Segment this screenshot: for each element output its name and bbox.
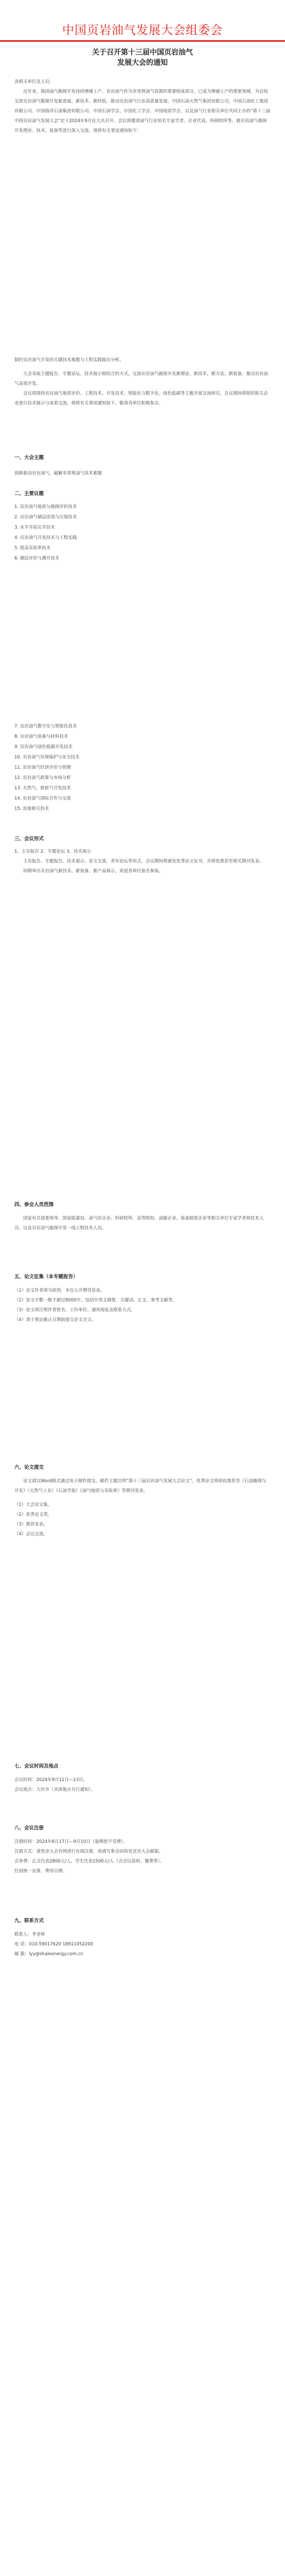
paper-requirements xyxy=(14,1286,271,1325)
section-contacts xyxy=(14,1917,271,1959)
section-note: 同期举办页岩油气新技术、新装备、新产品展示，欢迎各单位报名参展。 xyxy=(23,869,164,874)
list-item: （1）论文作者须为原创，未在公开期刊发表。 xyxy=(14,1288,105,1293)
list-item: 3. 水平井钻完井技术 xyxy=(14,525,55,530)
list-item: 9. 页岩油气绿色低碳开发技术 xyxy=(14,744,73,750)
contact-name: 联系人：李老师 xyxy=(14,1932,45,1937)
list-item: 7. 页岩油气数字化与智能化技术 xyxy=(14,724,77,729)
list-item: （1）大会论文集。 xyxy=(14,1502,52,1507)
section-time-place xyxy=(14,1762,271,1795)
list-item: 11. 页岩油气经济评价与管理 xyxy=(14,765,71,770)
list-item: （2）论文字数一般不超过8000字，包括中英文摘要、关键词、正文、参考文献等。 xyxy=(14,1298,177,1303)
section-heading: 四、参会人员范围 xyxy=(14,1202,54,1208)
list-item: 会议时间：2024年9月11日—13日。 xyxy=(14,1777,88,1783)
section-body: 创新驱动页岩油气，破解非常规油气技术难题 xyxy=(14,471,102,476)
list-item: 6. 储层评价与测井技术 xyxy=(14,556,60,561)
banner-image xyxy=(5,201,280,325)
section-registration xyxy=(14,1824,271,1876)
list-item: （4）会议交流。 xyxy=(14,1532,48,1537)
intro-block xyxy=(14,77,271,136)
list-item: 10. 页岩油气环境保护与安全技术 xyxy=(14,755,80,760)
list-item: （2）优秀论文奖。 xyxy=(14,1512,52,1517)
section-body: 主旨报告、专题报告、技术展示、论文交流、青年论坛等形式。会议期间将颁发优秀论文证书，并择优推荐至相关期刊发表。 xyxy=(23,859,264,864)
section-theme xyxy=(14,453,271,479)
section-heading: 六、论文提交 xyxy=(14,1465,44,1470)
list-item: 2. 页岩油气储层改造与压裂技术 xyxy=(14,515,77,520)
notice-title-line-1: 关于召开第十三届中国页岩油气 xyxy=(92,48,193,57)
section-heading: 八、会议注册 xyxy=(14,1825,44,1831)
list-item: 4. 页岩油气开发技术与工程实践 xyxy=(14,535,77,540)
section-heading: 七、会议时间及地点 xyxy=(14,1764,59,1769)
section-attendees xyxy=(14,1200,271,1233)
list-item: 注册时间：2024年6月17日—9月10日（逾期恕不受理）。 xyxy=(14,1839,128,1844)
list-item: 14. 页岩油气国际合作与交流 xyxy=(14,796,71,801)
intro-paragraph: 近年来，我国油气勘探开发持续增储上产，页岩油气作为非常规油气资源的重要组成部分，已成为增储上产的重要领域。为总结交流页岩油气勘探开发新进展、新技术、新经验，推动页岩油气行业高质量发展，中国石油天然气集团有限公司、中国石油化工集团有限公司、中国海洋石油集团有限公司、中国石油学会、中国化工学会、中国地质学会，以及油气行业相关单位共同主办的“第十三届中国页岩油气发展大会”定于2024年9月在大庆召开。会议将邀请油气行业知名专家学者、企业代表、科研院所等，就页岩油气勘探开发理论、技术、装备等进行深入交流。现将有关事宜通知如下： xyxy=(14,89,271,133)
venue-image xyxy=(5,1597,280,1741)
list-item: 会务费：正式代表2800元/人，学生代表1500元/人（含会议资料、餐费等）。 xyxy=(14,1859,165,1864)
contact-phone: 电 话：010-59017620 18911052200 xyxy=(14,1942,93,1947)
mid-intro-paragraph-2: 会议将围绕页岩油气地质评价、工程技术、开发技术、智能化与数字化、绿色低碳等主题开展交流研讨，会议期间将组织相关企业进行技术展示与成果交流。现将有关事项通知如下，敬请各单位积极参会。 xyxy=(14,391,269,406)
section-heading: 五、论文征集（本专题报告） xyxy=(14,1274,78,1280)
org-title: 中国页岩油气发展大会组委会 xyxy=(62,24,223,37)
mid-intro-paragraph-1: 大会采取主题报告、专题论坛、技术展示相结合的方式，交流页岩油气勘探开发新理论、新技术、新方法、新装备，推动页岩油气高效开发。 xyxy=(14,371,269,386)
section-heading: 二、主要议题 xyxy=(14,491,44,497)
list-item: 5. 提高采收率技术 xyxy=(14,546,51,551)
salutation: 各相关单位及人员： xyxy=(14,79,54,84)
section-body: 国家有关部委领导、国家能源局、油气田企业、科研院所、高等院校、油服企业、装备制造企业等相关单位专家学者和技术人员，以及页岩油气勘探开发一线工程技术人员。 xyxy=(14,1216,264,1231)
list-item: 会议地点：大庆市（具体地点另行通知）。 xyxy=(14,1787,96,1792)
section-format xyxy=(14,835,271,876)
content-image xyxy=(5,577,280,706)
section-papers xyxy=(14,1273,271,1325)
list-item: 13. 天然气、致密气开发技术 xyxy=(14,786,71,791)
section-heading: 三、会议形式 xyxy=(14,836,44,842)
list-item: 注册方式：请登录大会官网进行在线注册，或填写参会回执发送至大会邮箱。 xyxy=(14,1849,164,1854)
submission-items xyxy=(14,1500,271,1539)
list-item: （4）请于规定截止日期前提交论文全文。 xyxy=(14,1317,96,1323)
mid-intro-block xyxy=(14,355,271,409)
papers-image xyxy=(5,1370,280,1448)
list-item: 8. 页岩油气装备与材料技术 xyxy=(14,734,68,739)
mid-intro-line: 制约页岩油气开发的关键技术难题与工程实践提出分析。 xyxy=(14,358,124,363)
list-item: 12. 页岩油气政策与市场分析 xyxy=(14,775,71,781)
topic-list-b xyxy=(14,721,271,814)
section-heading: 一、大会主题 xyxy=(14,455,44,461)
exhibition-image xyxy=(5,927,280,1123)
list-item: 15. 其他相关技术 xyxy=(14,806,49,811)
section-submission xyxy=(14,1463,271,1539)
notice-title-line-2: 发展大会的通知 xyxy=(117,59,168,67)
section-sub: 1、主旨报告 2、专题论坛 3、技术展示 xyxy=(14,849,92,854)
contact-email[interactable]: 邮 箱：lyy@shaleenergy.com.cn xyxy=(14,1952,83,1957)
red-divider xyxy=(0,40,285,42)
attachment-image xyxy=(5,1999,280,2576)
notice-title xyxy=(31,47,254,68)
topic-list-a xyxy=(14,502,271,564)
list-item: 1. 页岩油气地质与勘探评价技术 xyxy=(14,504,77,510)
section-topics xyxy=(14,489,271,564)
section-body: 论文请以Word格式通过电子邮件提交，邮件主题注明“第十三届页岩油气发展大会论文”。优秀论文将择优推荐至《石油勘探与开发》《天然气工业》《石油学报》《油气地质与采收率》等期刊发表。 xyxy=(14,1479,266,1494)
section-heading: 九、联系方式 xyxy=(14,1918,44,1924)
list-item: 住宿统一安排，费用自理。 xyxy=(14,1869,67,1874)
list-item: （3）推荐发表。 xyxy=(14,1522,48,1527)
list-item: （3）论文须注明作者姓名、工作单位、通讯地址及联系方式。 xyxy=(14,1308,135,1313)
